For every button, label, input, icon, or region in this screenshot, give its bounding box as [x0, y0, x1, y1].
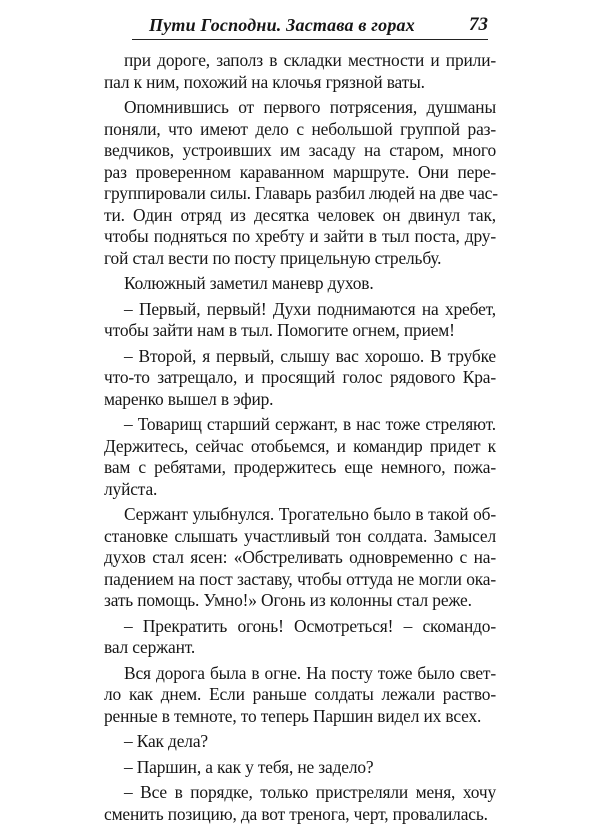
text-line: при дороге, заполз в складки местности и прили- — [124, 50, 496, 70]
paragraph — [104, 346, 496, 411]
text-line: чтобы зайти нам в тыл. Помогите огнем, прием! — [104, 320, 455, 340]
header-rule — [132, 39, 488, 40]
text-line: раз проверенном караванном маршруте. Они пере- — [104, 161, 496, 182]
text-line: ведчиков, устроивших им засаду на старом, много — [104, 140, 496, 160]
body-text — [104, 50, 496, 829]
text-line: – Второй, я первый, слышу вас хорошо. В трубке — [124, 345, 496, 366]
text-line: становке слышать участливый тон солдата. Замысел — [104, 525, 496, 546]
text-line: падением на пост заставу, чтобы оттуда не могли ока- — [104, 568, 496, 589]
paragraph — [104, 663, 496, 728]
paragraph — [104, 731, 496, 753]
text-line: чтобы подняться по хребту и зайти в тыл поста, дру- — [104, 226, 496, 246]
paragraph — [104, 757, 496, 779]
running-head — [132, 14, 488, 42]
text-line: луйста. — [104, 478, 158, 499]
running-title: Пути Господни. Застава в горах — [149, 15, 415, 35]
paragraph — [104, 616, 496, 659]
text-line: ло как днем. Если раньше солдаты лежали раство- — [104, 684, 496, 704]
paragraph — [104, 414, 496, 500]
paragraph — [104, 273, 496, 295]
text-line: зать помощь. Умно!» Огонь из колонны стал реже. — [104, 590, 472, 610]
text-line: сменить позицию, да вот тренога, черт, провалилась. — [104, 803, 488, 824]
text-line: пал к ним, похожий на клочья грязной ваты. — [104, 71, 425, 92]
text-line: – Все в порядке, только пристреляли меня, хочу — [124, 782, 496, 802]
text-line: ренные в темноте, то теперь Паршин видел их всех. — [104, 705, 482, 726]
text-line: ти. Один отряд из десятка человек он двинул так, — [104, 204, 496, 225]
text-line: Опомнившись от первого потрясения, душманы — [124, 97, 496, 117]
text-line: – Первый, первый! Духи поднимаются на хребет, — [124, 298, 496, 319]
text-line: – Товарищ старший сержант, в нас тоже стреляют. — [124, 414, 496, 434]
page-number: 73 — [469, 14, 488, 35]
paragraph — [104, 504, 496, 612]
text-line: вал сержант. — [104, 637, 196, 657]
text-line: – Прекратить огонь! Осмотреться! – скомандо- — [124, 615, 496, 636]
text-line: – Паршин, а как у тебя, не задело? — [124, 756, 374, 777]
text-line: – Как дела? — [124, 731, 208, 751]
text-line: поняли, что имеют дело с небольшой группой раз- — [104, 118, 496, 139]
text-line: группировали силы. Главарь разбил людей на две час- — [104, 183, 498, 203]
text-line: Сержант улыбнулся. Трогательно было в такой об- — [124, 504, 496, 524]
paragraph — [104, 782, 496, 825]
paragraph — [104, 50, 496, 93]
text-line: что-то затрещало, и просящий голос рядового Кра- — [104, 367, 496, 387]
text-line: Колюжный заметил маневр духов. — [124, 273, 374, 293]
paragraph — [104, 299, 496, 342]
paragraph — [104, 97, 496, 269]
text-line: вам с ребятами, продержитесь еще немного, пожа- — [104, 457, 496, 477]
text-line: Вся дорога была в огне. На посту тоже было свет- — [124, 662, 496, 683]
text-line: Держитесь, сейчас отобьемся, и командир придет к — [104, 435, 496, 456]
text-line: гой стал вести по посту прицельную стрельбу. — [104, 247, 442, 268]
text-line: маренко вышел в эфир. — [104, 388, 274, 409]
text-line: духов стал ясен: «Обстреливать одновременно с на- — [104, 547, 496, 567]
